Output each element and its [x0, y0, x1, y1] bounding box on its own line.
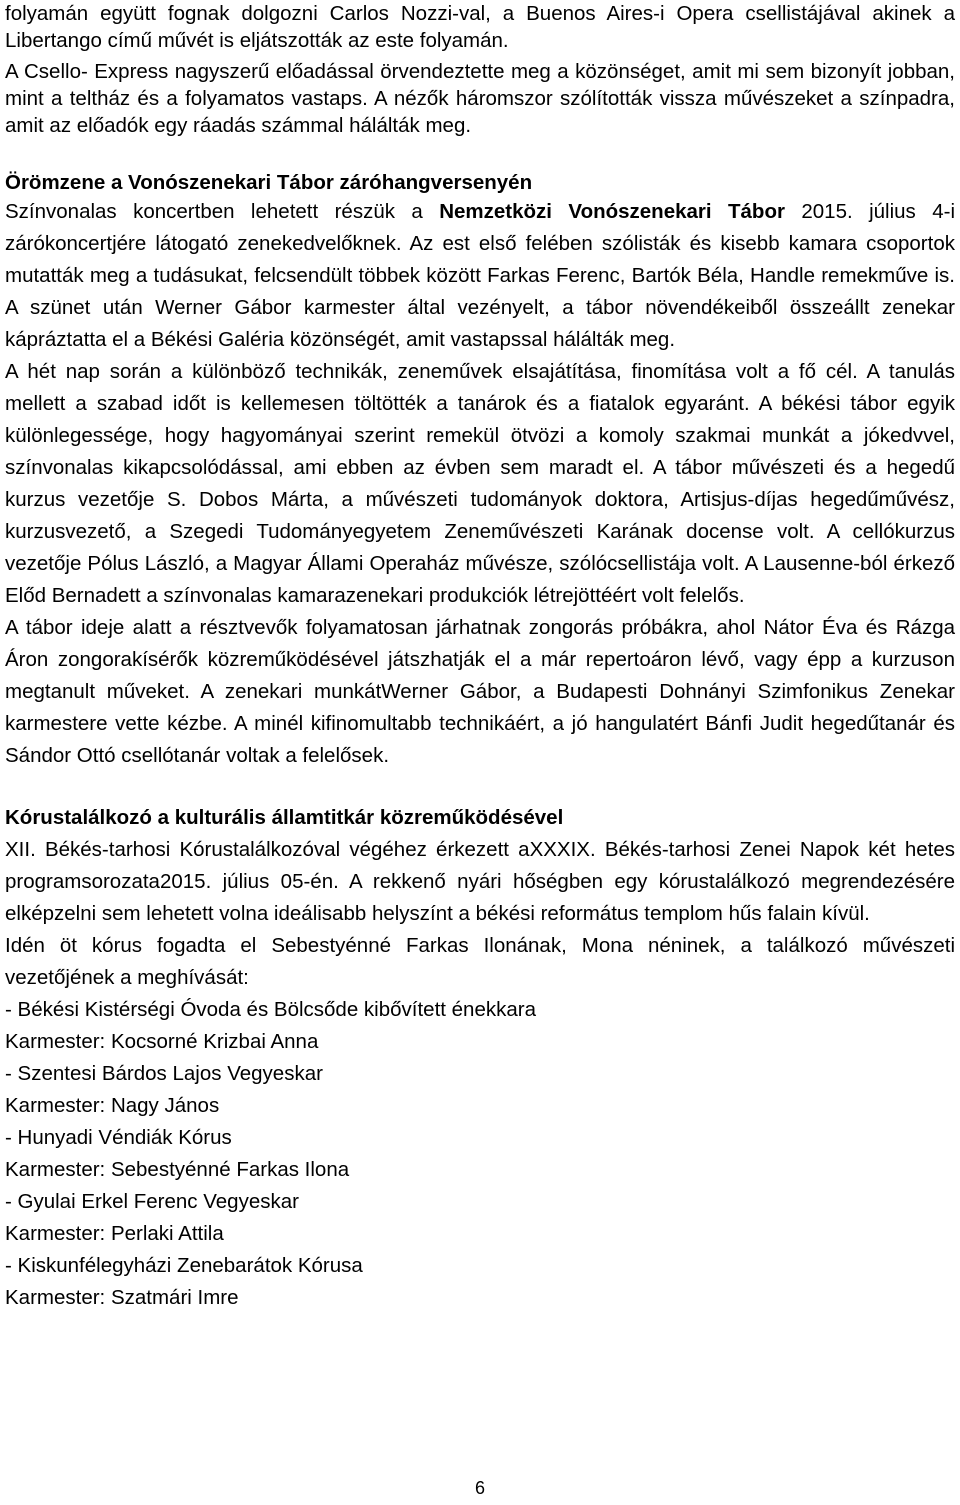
section-korus-paragraph-1: XII. Békés-tarhosi Kórustalálkozóval végéhez érkezett aXXXIX. Békés-tarhosi Zenei Napok két hetes programsorozata2015. július 05-én. A rekkenő nyári hőségben egy kórustalálkozó megrendezésére elképzelni sem lehetett volna ideálisabb helyszínt a békési református templom hűs falain kívül.: [5, 838, 955, 925]
intro-section: [5, 0, 955, 139]
section-korus-paragraph-2: Idén öt kórus fogadta el Sebestyénné Farkas Ilonának, Mona néninek, a találkozó művészeti vezetőjének a meghívását:: [5, 934, 955, 989]
paragraph-text: Színvonalas koncertben lehetett részük a: [5, 200, 440, 223]
choir-name: - Gyulai Erkel Ferenc Vegyeskar: [5, 1190, 299, 1213]
choir-name: - Békési Kistérségi Óvoda és Bölcsőde kibővített énekkara: [5, 998, 536, 1021]
paragraph-bold-text: Nemzetközi Vonószenekari Tábor: [439, 200, 785, 223]
intro-paragraph-2: A Csello- Express nagyszerű előadással örvendeztette meg a közönséget, amit mi sem bizonyít jobban, mint a teltház és a folyamatos vastaps. A nézők háromszor szólították vissza művészeket a színpadra, amit az előadók egy ráadás számmal hálálták meg.: [5, 60, 955, 137]
section-heading-tabor: Örömzene a Vonószenekari Tábor záróhangversenyén: [5, 171, 533, 194]
section-heading-korus: Kórustalálkozó a kulturális államtitkár közreműködésével: [5, 806, 564, 829]
choir-conductor: Karmester: Kocsorné Krizbai Anna: [5, 1030, 319, 1053]
choir-name: - Hunyadi Véndiák Kórus: [5, 1126, 232, 1149]
section-tabor-paragraph-3: A tábor ideje alatt a résztvevők folyamatosan járhatnak zongorás próbákra, ahol Nátor Éva és Rázga Áron zongorakísérők közreműködésével játszhatják el a már repertoáron lévő, vagy épp a kurzuson megtanult műveket. A zenekari munkátWerner Gábor, a Budapesti Dohnányi Szimfonikus Zenekar karmestere vette kézbe. A minél kifinomultabb technikáért, a jó hangulatért Bánfi Judit hegedűtanár és Sándor Ottó csellótanár voltak a felelősek.: [5, 616, 955, 767]
choir-conductor: Karmester: Nagy János: [5, 1094, 220, 1117]
section-korus: [5, 802, 955, 1314]
choir-list: [5, 994, 955, 1314]
intro-paragraph-1: folyamán együtt fognak dolgozni Carlos Nozzi-val, a Buenos Aires-i Opera csellistájával akinek a Libertango című művét is eljátszották az este folyamán.: [5, 2, 955, 52]
page-number: 6: [474, 1478, 485, 1498]
choir-conductor: Karmester: Sebestyénné Farkas Ilona: [5, 1158, 350, 1181]
choir-name: - Szentesi Bárdos Lajos Vegyeskar: [5, 1062, 323, 1085]
section-tabor-paragraph-2: A hét nap során a különböző technikák, zeneművek elsajátítása, finomítása volt a fő cél. A tanulás mellett a szabad időt is kellemesen töltötték a tanárok és a fiatalok egyaránt. A békési tábor egyik különlegessége, hogy hagyományai szerint remekül ötvözi a komoly szakmai munkát a jókedvvel, színvonalas kikapcsolódással, ami ebben az évben sem maradt el. A tábor művészeti és a hegedű kurzus vezetője S. Dobos Márta, a művészeti tudományok doktora, Artisjus-díjas hegedűművész, kurzusvezető, a Szegedi Tudományegyetem Zeneművészeti Karának docense volt. A cellókurzus vezetője Pólus László, a Magyar Állami Operaház művésze, szólócsellistája volt. A Lausenne-ból érkező Előd Bernadett a színvonalas kamarazenekari produkciók létrejöttéért volt felelős.: [5, 360, 955, 607]
section-tabor-paragraph-1: [5, 196, 955, 356]
choir-name: - Kiskunfélegyházi Zenebarátok Kórusa: [5, 1254, 363, 1277]
paragraph-text: 2015. július 4-i zárókoncertjére látogató zenekedvelőknek. Az est első felében szólisták és kisebb kamara csoportok mutatták meg a tudásukat, felcsendült többek között Farkas Ferenc, Bartók Béla, Handle remekműve is. A szünet után Werner Gábor karmester által vezényelt, a tábor növendékeiből összeállt zenekar kápráztatta el a Békési Galéria közönségét, amit vastapssal hálálták meg.: [5, 200, 955, 351]
choir-conductor: Karmester: Perlaki Attila: [5, 1222, 224, 1245]
section-tabor: [5, 169, 955, 772]
choir-conductor: Karmester: Szatmári Imre: [5, 1286, 239, 1309]
